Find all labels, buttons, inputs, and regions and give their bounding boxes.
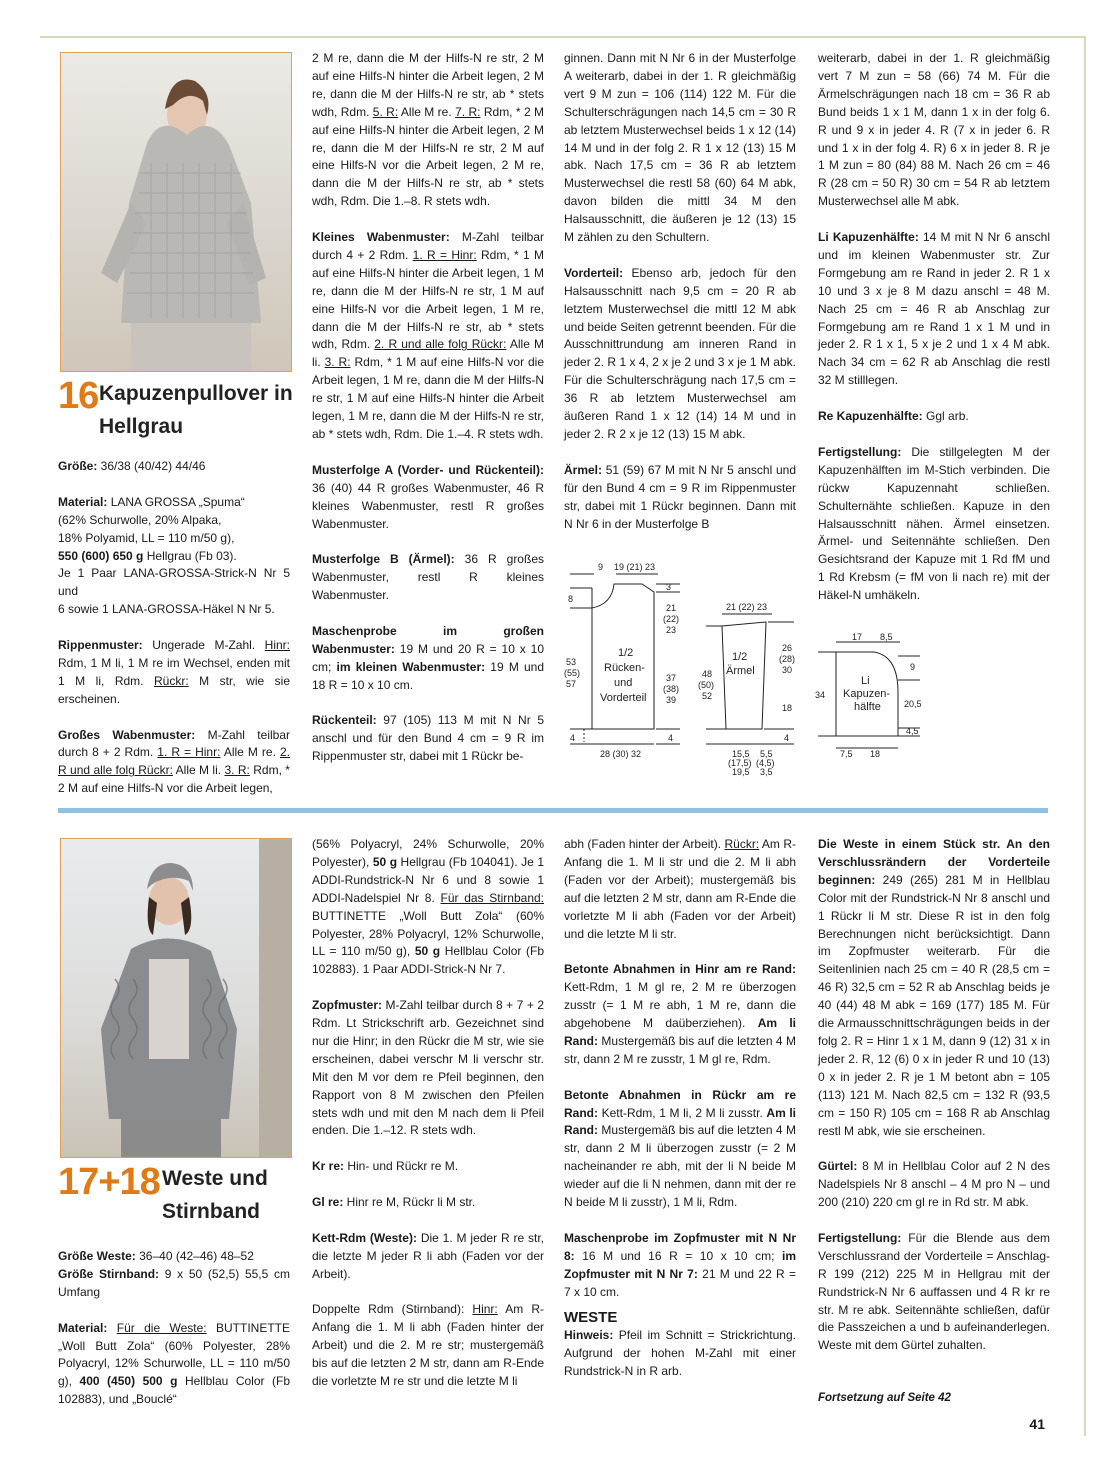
dim-shoulder: 19 (21) 23 <box>614 562 656 572</box>
left-hood-paragraph: Li Kapuzenhälfte: 14 M mit N Nr 6 anschl und im kleinen Wabenmuster str. Zur Formgebung am re Rand in jeder 2. R 1 x 10 und 3 x je 8 M dazu anschl = 48 M. Nach 25 cm = 46 R ab Anschlag zur Formgebung am re Rand 1 x 1 M und in jeder 2. R 1 x 1, 5 x je 2 und 1 x 4 M abk. Nach 34 cm = 62 R ab Anschlag die restl 32 M stilllegen. <box>818 230 1050 388</box>
page-frame-top <box>40 36 1086 38</box>
big-honeycomb-continued: 2 M re, dann die M der Hilfs-N re str, 2 M auf eine Hilfs-N hinter die Arbeit legen, 2 M re, dann die M der Hilfs-N re str, ab * stets wdh, Rdm. 5. R: Alle M re. 7. R: Rdm, * 2 M auf eine Hilfs-N hinter die Arbeit legen, 2 M re, dann die M der Hilfs-N re str, 2 M auf eine Hilfs-N vor die Arbeit legen, 2 M re, dann die M der Hilfs-N re str, ab * stets wdh, Rdm. Die 1.–8. R stets wdh. <box>312 51 545 209</box>
column-3-section-17-18 <box>564 836 796 1399</box>
rib-pattern-paragraph: Rippenmuster: Ungerade M-Zahl. Hinr: Rdm, 1 M li, 1 M re im Wechsel, enden mit 1 M li, Rdm. Rückr: M str, wie sie erscheinen. <box>58 638 290 706</box>
double-edge-continued: abh (Faden hinter der Arbeit). Rückr: Am R-Anfang die 1. M li str und die 2. M li abh (Faden vor der Arbeit); mustergemäß bis auf die letzten 2 M str, dann am R-Ende die vorletzte M li abh (Faden vor der Arbeit) und die letzte M li str. <box>564 837 797 941</box>
dim-hood-bot-b: 18 <box>870 749 881 759</box>
page-frame-right <box>1084 36 1086 1436</box>
dim-hood-top-a: 17 <box>852 632 863 642</box>
right-hood-paragraph: Re Kapuzenhälfte: Ggl arb. <box>818 409 969 424</box>
dim-neck: 9 <box>598 562 604 572</box>
gauge-paragraph-2: Maschenprobe im Zopfmuster mit N Nr 8: 16 M und 16 R = 10 x 10 cm; im Zopfmuster mit N Nr 7: 21 M und 22 R = 7 x 10 cm. <box>564 1230 797 1299</box>
back-label-line2: Rücken- <box>604 662 645 674</box>
dim-sleeve-cap-2: (28) <box>779 654 796 664</box>
dim-rib-left: 4 <box>570 733 576 743</box>
column-4-section-16 <box>818 50 1050 623</box>
dim-hood-r2: 20,5 <box>904 699 922 709</box>
dim-neck-depth: 8 <box>568 594 574 604</box>
dim-sleeve-w1-3: 19,5 <box>732 767 750 777</box>
hood-label-line2: Kapuzen- <box>843 688 891 700</box>
dim-armhole-1: 21 <box>666 603 677 613</box>
dim-sleeve-cap-3: 30 <box>782 665 793 675</box>
decrease-rs-paragraph: Betonte Abnahmen in Hinr am re Rand: Kett-Rdm, 1 M gl re, 2 M re überzogen zusstr (= 1 M re abh, 1 M re, dann die abgehobene M daüberziehen). Am li Rand: Mustergemäß bis auf die letzten 4 M str, dann 2 M re zusstr, 1 M gl re, Rdm. <box>564 962 796 1066</box>
title-line-1: Weste und <box>162 1167 268 1190</box>
sleeve-label-line1: 1/2 <box>732 651 748 663</box>
gauge-paragraph: Maschenprobe im großen Wabenmuster: 19 M und 20 R = 10 x 10 cm; im kleinen Wabenmuster: 19 M und 18 R = 10 x 10 cm. <box>312 623 545 692</box>
model-photo-illustration <box>61 53 292 372</box>
sizes-paragraph: Größe Weste: 36–40 (42–46) 48–52 Größe Stirnband: 9 x 50 (52,5) 55,5 cm Umfang <box>58 1249 290 1299</box>
dim-width: 28 (30) 32 <box>600 749 642 759</box>
chain-edge-paragraph: Kett-Rdm (Weste): Die 1. M jeder R re str, die letzte M jeder R li abh (Faden vor der Arbeit). <box>312 1230 544 1281</box>
dim-hood-r1: 9 <box>910 662 916 672</box>
finishing-paragraph: Fertigstellung: Die stillgelegten M der Kapuzenhälften im M-Stich verbinden. Die rückw Kapuzennaht schließen. Schulternähte schließen. Kapuze in den Halsausschnitt nähen. Ärmel einsetzen. Ärmel- und Seitennähte schließen. Den Gesichtsrand der Kapuze mit 1 Rd fM und 1 Rd Krebsm (= fM von li nach re) mit der Häkel-N umhäkeln. <box>818 444 1050 603</box>
title-line-2: Stirnband <box>162 1200 260 1223</box>
dim-sleeve-cap-1: 26 <box>782 643 793 653</box>
dim-hood-left: 34 <box>815 690 826 700</box>
dim-sleeve-w1-2: (17,5) <box>728 758 752 768</box>
dim-sleeve-lower: 18 <box>782 703 793 713</box>
pattern-sequence-a: Musterfolge A (Vorder- und Rückenteil): 36 (40) 44 R großes Wabenmuster, 46 R kleines Wabenmuster, restl R großes Wabenmuster. <box>312 462 544 531</box>
dim-height-1: 53 <box>566 657 577 667</box>
double-edge-paragraph: Doppelte Rdm (Stirnband): Hinr: Am R-Anfang die 1. M li abh (Faden hinter der Arbeit) und die 2. M re str; mustergemäß bis auf die letzten 2 M str, dann am R-Ende die vorletzte M re str und die letzte M li <box>312 1302 544 1389</box>
dim-body-2: (38) <box>663 684 680 694</box>
dim-sleeve-len-3: 52 <box>702 691 713 701</box>
sleeve-continued: weiterarb, dabei in der 1. R gleichmäßig vert 7 M zun = 58 (66) 74 M. Für die Ärmelschrägungen nach 18 cm = 36 R ab Bund beids 1 x 1 M, dann 1 x in der folg 6. R und 9 x in jeder 4. R (7 x in jeder 6. R und 1 x in der folg 4. R) 6 x in jeder 8. R je 1 M zun = 80 (84) 88 M. Nach 26 cm = 46 R (28 cm = 50 R) 30 cm = 54 R ab letztem Musterwechsel alle M abk. <box>818 51 1050 209</box>
column-3-section-16 <box>564 50 796 551</box>
vest-instructions: Die Weste in einem Stück str. An den Verschlussrändern der Vorderteile beginnen: 249 (265) 281 M in Hellblau Color mit der Rundstrick-N Nr 8 anschl und 1 Rückr li M str. Diese R ist in den folg Berechnungen nicht berücksichtigt. Dann im Zopfmuster weiterarb. Für die Seitenlinien nach 25 cm = 40 R (28,5 cm = 46 R) 32,5 cm = 52 R ab Anschlag beids je 40 (44) 48 M abk = 169 (177) 185 M. Für die Armausschnittschrägungen beids in der folg 2. R = Hinr 1 x 1 M, dann 9 (12) 31 x in jeder 2. R, 12 (6) 0 x in jeder R und 10 (13) 0 x in jeder 2. R je 1 M betont abn = 105 (113) 121 M. Nach 82,5 cm = 132 R (93,5 cm = 150 R) 105 cm = 168 R ab Anschlag restl M abk, wie sie erscheinen. <box>818 837 1050 1138</box>
hint-paragraph: Hinweis: Pfeil im Schnitt = Strickrichtung. Aufgrund der hohen M-Zahl mit einer Rundstrick-N in R arb. <box>564 1328 796 1379</box>
dim-sleeve-top: 21 (22) 23 <box>726 602 768 612</box>
pattern-title-17-18 <box>162 1164 268 1227</box>
vest-headband-photo <box>60 838 292 1158</box>
column-1-section-17-18 <box>58 1248 290 1427</box>
material-paragraph-2: Material: Für die Weste: BUTTINETTE „Woll Butt Zola“ (60% Polyester, 28% Polyacryl, 12% Schurwolle, LL = 110 m/50 g), 400 (450) 500 g Hellblau Color (Fb 102883), und „Bouclé“ <box>58 1320 290 1407</box>
finishing-paragraph-2: Fertigstellung: Für die Blende aus dem Verschlussrand der Vorderteile = Anschlag-R 199 (212) 225 M in Hellgrau mit der Rundstrick-N Nr 6 auffassen und 4 R kr re str. M re abk. Seitennähte schließen, dafür die Passzeichen a und b aufeinanderlegen. Weste mit dem Gürtel zuhalten. <box>818 1230 1050 1353</box>
dim-sleeve-w2-3: 3,5 <box>760 767 773 777</box>
pattern-number-17-18: 17+18 <box>58 1161 160 1203</box>
dim-body-3: 39 <box>666 695 677 705</box>
dim-sleeve-len-2: (50) <box>698 680 715 690</box>
dim-sleeve-rib: 4 <box>784 733 790 743</box>
cable-pattern-paragraph: Zopfmuster: M-Zahl teilbar durch 8 + 7 + 2 Rdm. Lt Strickschrift arb. Gezeichnet sind nur die Hinr; in den Rückr die M str, wie sie erscheinen, dabei verschr M li verschr str. Mit den M vor dem re Pfeil beginnen, den Rapport von 8 M zwischen den Pfeilen stets wdh und mit den M nach dem li Pfeil enden. Die 1.–12. R stets wdh. <box>312 998 544 1138</box>
back-piece-paragraph: Rückenteil: 97 (105) 113 M mit N Nr 5 anschl und für den Bund 4 cm = 9 R im Rippenmuster str, dabei mit 1 Rückr be- <box>312 713 544 764</box>
pattern-sequence-b: Musterfolge B (Ärmel): 36 R großes Wabenmuster, restl R kleines Wabenmuster. <box>312 552 544 603</box>
garter-paragraph: Kr re: Hin- und Rückr re M. <box>312 1159 459 1174</box>
column-4-section-17-18 <box>818 836 1050 1373</box>
dim-sleeve-w2-1: 5,5 <box>760 749 773 759</box>
belt-paragraph: Gürtel: 8 M in Hellblau Color auf 2 N des Nadelspiels Nr 8 anschl – 4 M pro N – und 200 (210) 220 cm gl re in Rd str. M abk. <box>818 1159 1050 1210</box>
decrease-ws-paragraph: Betonte Abnahmen in Rückr am re Rand: Kett-Rdm, 1 M li, 2 M li zusstr. Am li Rand: Mustergemäß bis auf die letzten 4 M str, dann 2 M li überzogen zusstr (= 2 M nacheinander re abh, mit der li N beide M wieder auf die li N nehmen, dann mit der re N beide M li zusstr), 1 M li, Rdm. <box>564 1087 797 1210</box>
hood-label-line3: hälfte <box>854 701 881 713</box>
column-1-section-16 <box>58 458 290 816</box>
dim-body-1: 37 <box>666 673 677 683</box>
stockinette-paragraph: Gl re: Hinr re M, Rückr li M str. <box>312 1195 476 1210</box>
title-line-2: Hellgrau <box>99 415 184 438</box>
front-piece-paragraph: Vorderteil: Ebenso arb, jedoch für den Halsausschnitt nach 9,5 cm = 20 R ab letztem Musterwechsel die mittl 12 M abk und beide Seiten getrennt beenden. Für die Ausschnittrundung am inneren Rand in jeder 2. R 1 x 4, 2 x je 2 und 3 x je 1 M abk. Für die Schulterschrägung nach 17,5 cm = 36 R ab letztem Musterwechsel am äußeren Rand 1 x 12 (14) 14 M und in jeder 2. R 2 x je 12 (13) 15 M abk. <box>564 265 796 442</box>
continued-note: Fortsetzung auf Seite 42 <box>818 1392 951 1404</box>
model-photo-illustration-2 <box>61 839 292 1158</box>
size-paragraph: Größe: 36/38 (40/42) 44/46 <box>58 459 206 473</box>
dim-sleeve-w2-2: (4,5) <box>756 758 775 768</box>
sleeve-label-line2: Ärmel <box>726 665 755 677</box>
title-line-1: Kapuzenpullover in <box>99 382 293 405</box>
schematic-back-front <box>570 574 680 744</box>
dim-hood-top-b: 8,5 <box>880 632 893 642</box>
dim-sleeve-w1-1: 15,5 <box>732 749 750 759</box>
dim-armhole-2: (22) <box>663 614 680 624</box>
vest-heading: WESTE <box>564 1309 618 1327</box>
pattern-title-16 <box>99 379 293 442</box>
material-paragraph: Material: LANA GROSSA „Spuma“ (62% Schurwolle, 20% Alpaka, 18% Polyamid, LL = 110 m/50 g), 550 (600) 650 g Hellgrau (Fb 03). Je 1 Paar LANA-GROSSA-Strick-N Nr 5 und 6 sowie 1 LANA-GROSSA-Häkel N Nr 5. <box>58 494 290 617</box>
dim-shoulder-drop: 3 <box>666 582 672 592</box>
back-label-line3: und <box>614 677 633 689</box>
page-number: 41 <box>1029 1416 1045 1432</box>
back-label-line4: Vorderteil <box>600 692 647 704</box>
dim-armhole-3: 23 <box>666 625 677 635</box>
column-2-section-16 <box>312 50 544 784</box>
material-continued: (56% Polyacryl, 24% Schurwolle, 20% Polyester), 50 g Hellgrau (Fb 104041). Je 1 ADDI-Rundstrick-N Nr 6 und 8 sowie 1 ADDI-Nadelspiel Nr 8. Für das Stirnband: BUTTINETTE „Woll Butt Zola“ (60% Polyester, 28% Polyacryl, 12% Schurwolle, LL = 110 m/50 g), 50 g Hellblau Color (Fb 102883). 1 Paar ADDI-Strick-N Nr 7. <box>312 837 544 977</box>
schematic-sleeve <box>706 614 794 744</box>
schematic-diagrams <box>556 552 936 782</box>
dim-hood-r3: 4,5 <box>906 726 919 736</box>
small-honeycomb-paragraph: Kleines Wabenmuster: M-Zahl teilbar durch 4 + 2 Rdm. 1. R = Hinr: Rdm, * 1 M auf eine Hilfs-N hinter die Arbeit legen, 1 M re, dann die M der Hilfs-N re str, 1 M auf eine Hilfs-N vor die Arbeit legen, 1 M re, dann die M der Hilfs-N re str, ab * stets wdh, Rdm. 2. R und alle folg Rückr: Alle M li. 3. R: Rdm, * 1 M auf eine Hilfs-N vor die Arbeit legen, 1 M re, dann die M der Hilfs-N re str, 1 M auf eine Hilfs-N hinter die Arbeit legen, 1 M re, dann die M der Hilfs-N re str, ab * stets wdh, Rdm. Die 1.–4. R stets wdh. <box>312 230 545 442</box>
sleeve-paragraph: Ärmel: 51 (59) 67 M mit N Nr 5 anschl und für den Bund 4 cm = 9 R im Rippenmuster str, dabei mit 1 Rückr beginnen. Dann mit N Nr 6 in der Musterfolge B <box>564 462 796 531</box>
big-honeycomb-paragraph: Großes Wabenmuster: M-Zahl teilbar durch 8 + 2 Rdm. 1. R = Hinr: Alle M re. 2. R und alle folg Rückr: Alle M li. 3. R: Rdm, * 2 M auf eine Hilfs-N vor die Arbeit legen, <box>58 727 290 796</box>
back-label-line1: 1/2 <box>618 647 634 659</box>
dim-rib-right: 4 <box>668 733 674 743</box>
hooded-sweater-photo <box>60 52 292 372</box>
dim-sleeve-len-1: 48 <box>702 669 713 679</box>
dim-hood-bot-a: 7,5 <box>840 749 853 759</box>
section-divider <box>58 808 1048 813</box>
pattern-number-16: 16 <box>58 375 99 417</box>
back-continued: ginnen. Dann mit N Nr 6 in der Musterfolge A weiterarb, dabei in der 1. R gleichmäßig vert 9 M zun = 106 (114) 122 M. Für die Schulterschrägungen nach 14,5 cm = 30 R ab letztem Musterwechsel beids 1 x 12 (14) 14 M und in der folg 2. R 1 x 12 (13) 15 M abk. Nach 17,5 cm = 36 R ab letztem Musterwechsel die restl 58 (60) 64 M abk, davon bilden die mittl 34 M den Halsausschnitt, die äußeren je 12 (13) 15 M zählen zu den Schultern. <box>564 51 796 245</box>
dim-height-2: (55) <box>564 668 581 678</box>
dim-height-3: 57 <box>566 679 577 689</box>
column-2-section-17-18 <box>312 836 544 1409</box>
hood-label-line1: Li <box>861 675 870 687</box>
